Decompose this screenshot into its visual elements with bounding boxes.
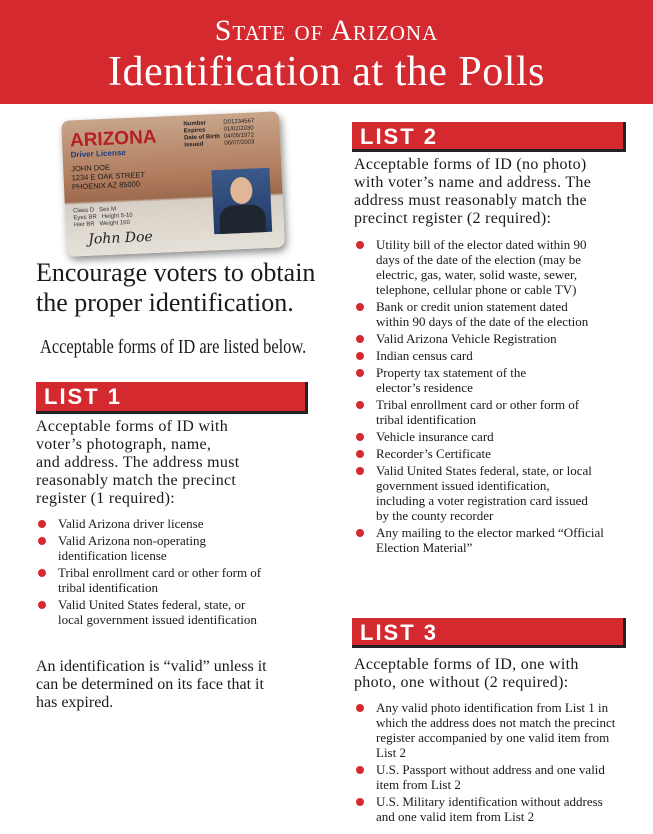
list-item: U.S. Military identification without address and one valid item from List 2 — [354, 794, 616, 824]
card-detail: Hair BR — [73, 221, 95, 229]
encourage-line: the proper identification. — [36, 288, 294, 317]
title-banner — [0, 0, 653, 104]
banner-state: State of Arizona — [214, 14, 439, 47]
intro-line: voter’s photograph, name, — [36, 436, 212, 453]
list3-items — [354, 700, 629, 826]
list3-intro — [354, 656, 579, 692]
intro-line: Acceptable forms of ID with — [36, 418, 229, 435]
list2-header — [352, 122, 626, 152]
card-field-label: Number — [183, 120, 207, 128]
list1-intro — [36, 418, 239, 508]
list-item: Recorder’s Certificate — [354, 446, 626, 461]
card-fields — [183, 118, 255, 149]
banner-title: Identification at the Polls — [108, 49, 545, 95]
card-name: JOHN DOE — [71, 162, 111, 174]
intro-line: with voter’s name and address. The — [354, 174, 592, 191]
encourage-line: Encourage voters to obtain — [36, 258, 316, 287]
card-city: PHOENIX AZ 85000 — [71, 179, 141, 192]
list-item: Vehicle insurance card — [354, 429, 626, 444]
card-field-label: Date of Birth — [183, 133, 221, 142]
card-address — [71, 161, 145, 191]
list-item: Tribal enrollment card or other form of tribal identification — [36, 565, 268, 595]
intro-line: and address. The address must — [36, 454, 240, 471]
intro-line: photo, one without (2 required): — [354, 674, 569, 691]
list-item: Any valid photo identification from List 1 in which the address does not match the precinct register accompanied by one valid item from List 2 — [354, 700, 628, 760]
list1-items — [36, 516, 276, 629]
card-field-value: D01234567 — [223, 118, 255, 126]
list-item: Valid Arizona Vehicle Registration — [354, 331, 626, 346]
card-field-value: 04/05/1972 — [223, 132, 255, 140]
list-item: Tribal enrollment card or other form of tribal identification — [354, 397, 586, 427]
list-item: Utility bill of the elector dated within 90 days of the date of the election (may be electric, gas, water, solid waste, sewer, telephone, cellular phone or cable TV) — [354, 237, 604, 297]
card-photo — [211, 168, 272, 234]
note-line: An identification is “valid” unless it — [36, 658, 267, 675]
card-signature: John Doe — [88, 228, 154, 248]
intro-line: precinct register (2 required): — [354, 210, 552, 227]
valid-id-note — [36, 658, 267, 712]
sample-id-card — [61, 111, 285, 256]
list-item: Valid Arizona non-operating identification license — [36, 533, 238, 563]
intro-line: address must reasonably match the — [354, 192, 587, 209]
note-line: can be determined on its face that it — [36, 676, 264, 693]
card-street: 1234 E OAK STREET — [71, 170, 146, 183]
list-item: Any mailing to the elector marked “Official Election Material” — [354, 525, 616, 555]
card-details — [73, 206, 133, 230]
card-detail: Height 5-10 — [101, 212, 133, 221]
card-field-label: Issued — [184, 141, 204, 149]
card-license-type: Driver License — [70, 148, 126, 160]
encourage-heading — [36, 258, 315, 318]
card-detail: Sex M — [98, 206, 117, 214]
list-item: Valid United States federal, state, or local government issued identification, including a voter registration card issued by the county recorder — [354, 463, 594, 523]
card-field-label: Expires — [183, 127, 206, 135]
list-item: Indian census card — [354, 348, 626, 363]
list2-intro — [354, 156, 591, 228]
card-state: ARIZONA — [69, 126, 157, 152]
list1-header — [36, 382, 308, 414]
list-item: Valid Arizona driver license — [36, 516, 276, 531]
card-detail: Class D — [72, 207, 95, 215]
intro-line: reasonably match the precinct — [36, 472, 237, 489]
intro-line: Acceptable forms of ID, one with — [354, 656, 579, 673]
card-field-value: 01/02/2030 — [223, 125, 254, 133]
list-item: Bank or credit union statement dated within 90 days of the date of the election — [354, 299, 604, 329]
list-item: Valid United States federal, state, or local government issued identification — [36, 597, 268, 627]
list1-title: LIST 1 — [44, 384, 123, 409]
card-field-value: 06/07/2003 — [224, 139, 255, 147]
card-detail: Weight 160 — [99, 219, 131, 228]
card-detail: Eyes BR — [73, 214, 97, 222]
intro-line: register (1 required): — [36, 490, 175, 507]
note-line: has expired. — [36, 694, 114, 711]
list-item: Property tax statement of the elector’s residence — [354, 365, 566, 395]
list2-title: LIST 2 — [360, 124, 439, 149]
list2-items — [354, 237, 626, 557]
encourage-subtitle: Acceptable forms of ID are listed below. — [40, 336, 307, 358]
list-item: U.S. Passport without address and one valid item from List 2 — [354, 762, 616, 792]
list3-title: LIST 3 — [360, 620, 439, 645]
intro-line: Acceptable forms of ID (no photo) — [354, 156, 587, 173]
list3-header — [352, 618, 626, 648]
